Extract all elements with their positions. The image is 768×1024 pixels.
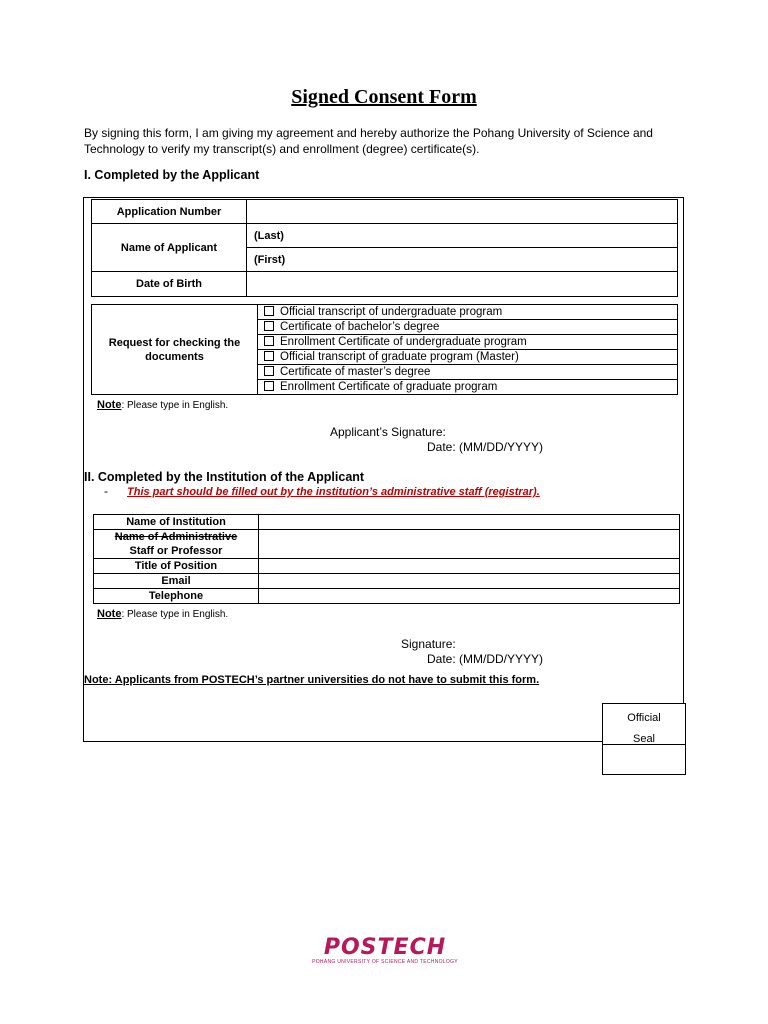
section2-heading: II. Completed by the Institution of the Applicant [84, 470, 365, 484]
seal-divider [603, 744, 685, 745]
email-label: Email [94, 574, 259, 589]
note-1: Note: Please type in English. [97, 399, 229, 411]
seal-label-official: Official [627, 712, 661, 724]
date-of-birth-field[interactable] [247, 272, 678, 297]
applicant-date-label: Date: (MM/DD/YYYY) [427, 440, 544, 454]
email-field[interactable] [259, 574, 680, 589]
last-name-field[interactable]: (Last) [247, 224, 678, 248]
intro-paragraph: By signing this form, I am giving my agreement and hereby authorize the Pohang University of Science and Technology to verify my transcript(s) and enrollment (degree) certificate(s). [84, 126, 653, 156]
request-documents-table [91, 304, 678, 395]
institution-date-label: Date: (MM/DD/YYYY) [427, 652, 544, 666]
first-name-field[interactable]: (First) [247, 248, 678, 272]
postech-wordmark: POSTECH [323, 935, 447, 960]
option-master-certificate[interactable]: Certificate of master’s degree [258, 365, 678, 380]
section1-heading: I. Completed by the Applicant [84, 168, 260, 182]
name-of-administrative-label: Name of Administrative [94, 530, 259, 545]
telephone-label: Telephone [94, 589, 259, 604]
option-bachelor-certificate[interactable]: Certificate of bachelor’s degree [258, 320, 678, 335]
checkbox-icon[interactable] [264, 336, 274, 346]
name-of-institution-field[interactable] [259, 515, 680, 530]
instruction-dash: - [104, 484, 108, 498]
page-title: Signed Consent Form [291, 86, 477, 108]
note-2: Note: Please type in English. [97, 608, 229, 620]
postech-logo [300, 935, 470, 965]
option-graduate-transcript[interactable]: Official transcript of graduate program (Master) [258, 350, 678, 365]
institution-table [93, 514, 680, 604]
registrar-instruction: This part should be filled out by the institution’s administrative staff (registrar). [127, 486, 540, 498]
final-note: Note: Applicants from POSTECH’s partner universities do not have to submit this form. [84, 674, 540, 686]
application-number-field[interactable] [247, 200, 678, 224]
application-number-label: Application Number [92, 200, 247, 224]
name-of-applicant-label: Name of Applicant [92, 224, 247, 272]
option-undergrad-enrollment[interactable]: Enrollment Certificate of undergraduate program [258, 335, 678, 350]
telephone-field[interactable] [259, 589, 680, 604]
institution-signature-label: Signature: [401, 637, 456, 651]
postech-subtitle: POHANG UNIVERSITY OF SCIENCE AND TECHNOLOGY [312, 959, 458, 965]
checkbox-icon[interactable] [264, 366, 274, 376]
checkbox-icon[interactable] [264, 321, 274, 331]
date-of-birth-label: Date of Birth [92, 272, 247, 297]
checkbox-icon[interactable] [264, 351, 274, 361]
request-label: Request for checking the documents [92, 305, 258, 395]
official-seal-box [602, 703, 686, 775]
option-graduate-enrollment[interactable]: Enrollment Certificate of graduate program [258, 380, 678, 395]
checkbox-icon[interactable] [264, 306, 274, 316]
staff-or-professor-label: Staff or Professor [94, 544, 259, 559]
applicant-info-table [91, 199, 678, 297]
title-of-position-label: Title of Position [94, 559, 259, 574]
name-of-institution-label: Name of Institution [94, 515, 259, 530]
seal-label-seal: Seal [632, 733, 656, 745]
staff-name-field[interactable] [259, 530, 680, 559]
checkbox-icon[interactable] [264, 381, 274, 391]
option-undergrad-transcript[interactable]: Official transcript of undergraduate program [258, 305, 678, 320]
title-of-position-field[interactable] [259, 559, 680, 574]
applicant-signature-label: Applicant’s Signature: [330, 425, 446, 439]
